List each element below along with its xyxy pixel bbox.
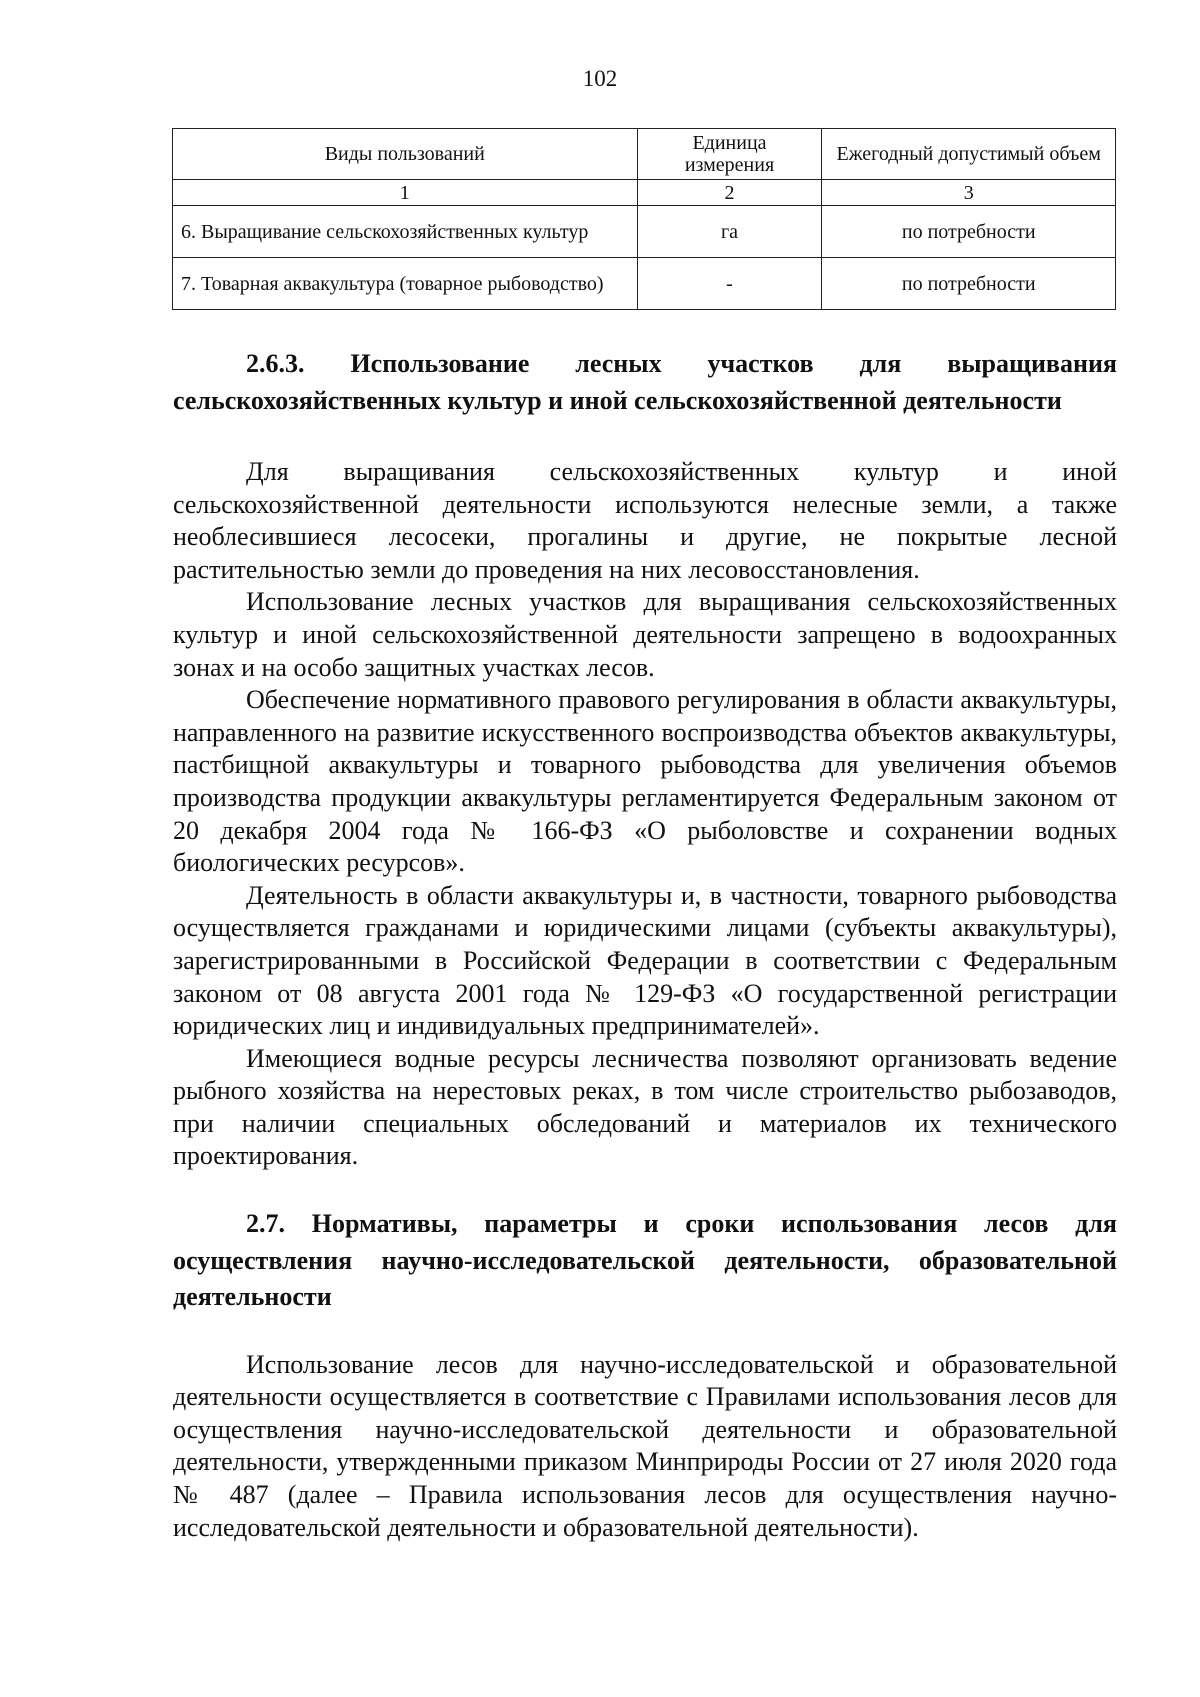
paragraph: Деятельность в области аквакультуры и, в частности, товарного рыбоводства осуществляется гражданами и юридическими лицами (субъекты аквакультуры), зарегистрированными в Российской Федерации в соответствии с Федеральным законом от 08 августа 2001 года № 129-ФЗ «О государственной регистрации юридических лиц и индивидуальных предпринимателей». xyxy=(173,880,1117,1041)
paragraph: Использование лесных участков для выращивания сельскохозяйственных культур и иной сельскохозяйственной деятельности запрещено в водоохранных зонах и на особо защитных участках лесов. xyxy=(173,587,1117,682)
table-row xyxy=(173,258,1116,310)
forest-usage-table xyxy=(172,128,1116,310)
paragraph: Использование лесов для научно-исследовательской и образовательной деятельности осуществляется в соответствие с Правилами использования лесов для осуществления научно-исследовательской деятельности и образовательной деятельности, утвержденными приказом Минприроды России от 27 июля 2020 года № 487 (далее – Правила использования лесов для осуществления научно-исследовательской деятельности и образовательной деятельности). xyxy=(173,1349,1117,1542)
section-heading-2-7: 2.7. Нормативы, параметры и сроки использования лесов для осуществления научно-исследовательской деятельности, образовательной деятельности xyxy=(173,1209,1117,1312)
unit-cell: га xyxy=(637,206,822,258)
paragraph: Обеспечение нормативного правового регулирования в области аквакультуры, направленного на развитие искусственного воспроизводства объектов аквакультуры, пастбищной аквакультуры и товарного рыбоводства для увеличения объемов производства продукции аквакультуры регламентируется Федеральным законом от 20 декабря 2004 года № 166-ФЗ «О рыболовстве и сохранении водных биологических ресурсов». xyxy=(173,685,1117,878)
column-number-row xyxy=(173,180,1116,206)
page-number: 102 xyxy=(582,66,618,91)
volume-cell: по потребности xyxy=(822,206,1116,258)
header-annual-volume: Ежегодный допустимый объем xyxy=(822,129,1116,180)
column-number: 3 xyxy=(822,180,1116,206)
section-heading-2-6-3: 2.6.3. Использование лесных участков для выращивания сельскохозяйственных культур и иной сельскохозяйственной деятельности xyxy=(173,349,1117,415)
document-body xyxy=(173,346,1117,1544)
column-number: 2 xyxy=(637,180,822,206)
unit-cell: - xyxy=(637,258,822,310)
column-number: 1 xyxy=(173,180,638,206)
table-row xyxy=(173,206,1116,258)
usage-type-cell: 7. Товарная аквакультура (товарное рыбоводство) xyxy=(173,258,638,310)
paragraph: Имеющиеся водные ресурсы лесничества позволяют организовать ведение рыбного хозяйства на нерестовых реках, в том числе строительство рыбозаводов, при наличии специальных обследований и материалов их технического проектирования. xyxy=(173,1043,1117,1171)
usage-type-cell: 6. Выращивание сельскохозяйственных культур xyxy=(173,206,638,258)
header-unit: Единица измерения xyxy=(637,129,822,180)
header-usage-type: Виды пользований xyxy=(173,129,638,180)
table-header-row xyxy=(173,129,1116,180)
paragraph: Для выращивания сельскохозяйственных культур и иной сельскохозяйственной деятельности используются нелесные земли, а также необлесившиеся лесосеки, прогалины и другие, не покрытые лесной растительностью земли до проведения на них лесовосстановления. xyxy=(173,457,1117,584)
volume-cell: по потребности xyxy=(822,258,1116,310)
